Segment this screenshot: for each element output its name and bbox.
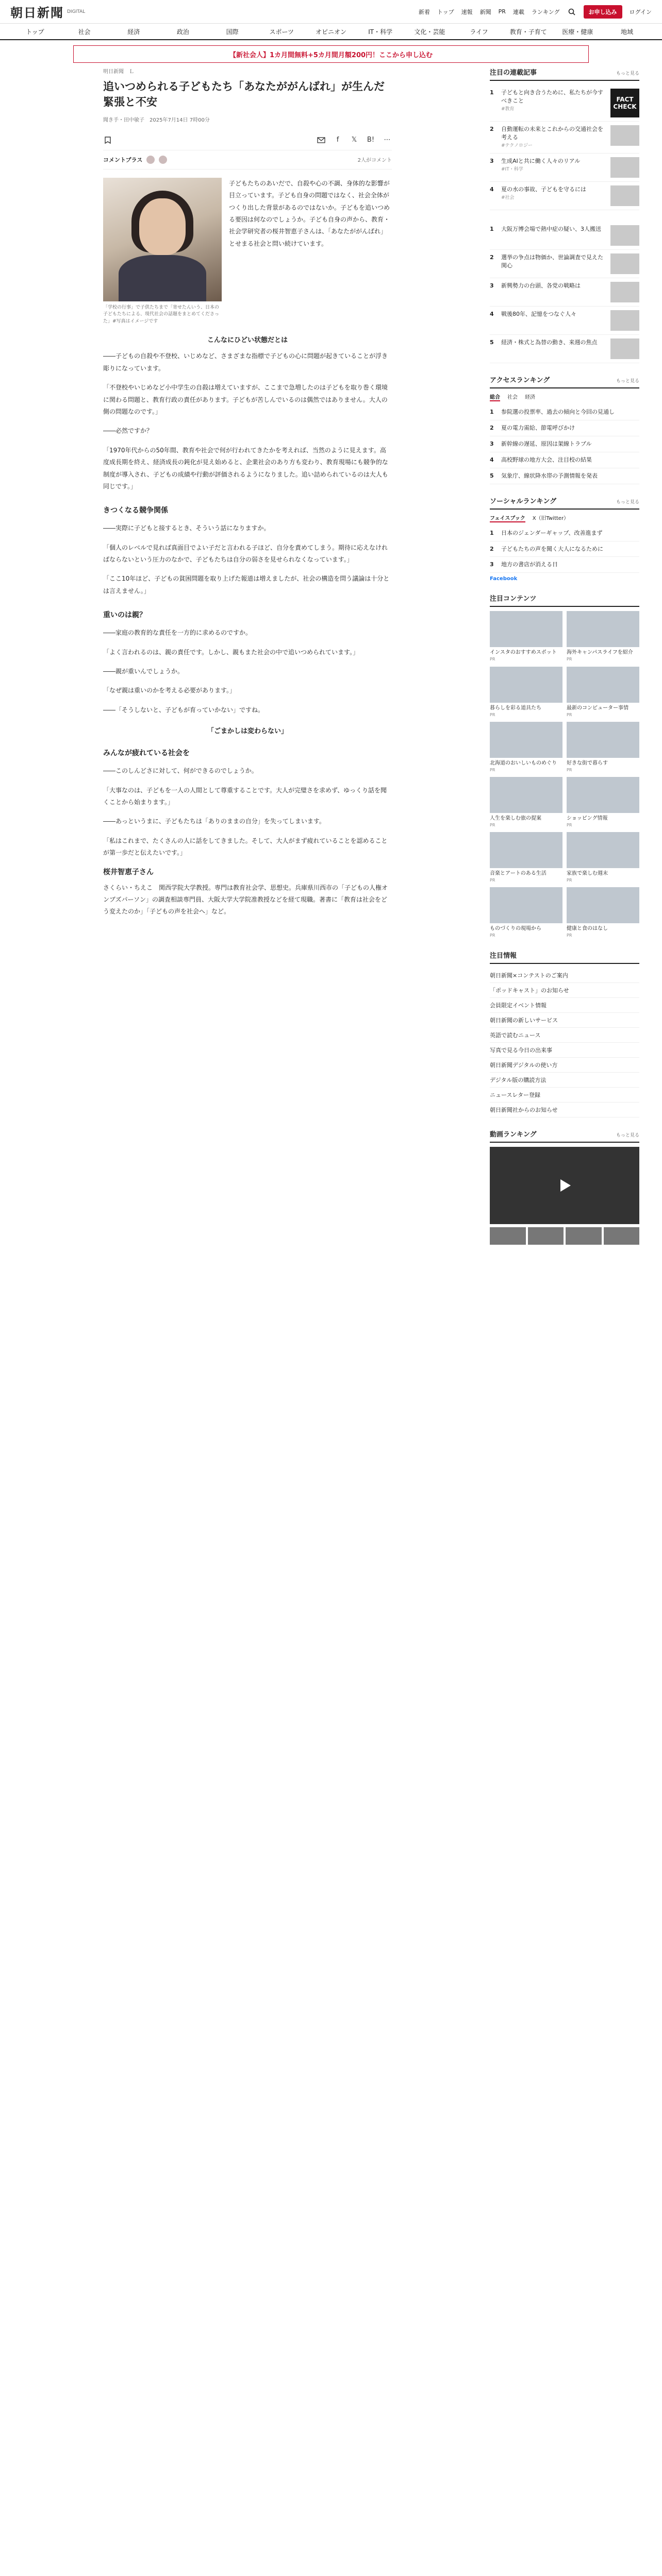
nav-item[interactable]: 政治	[176, 28, 189, 36]
sidebar-title: アクセスランキング	[490, 376, 550, 384]
item-title: 日本のジェンダーギャップ、改善進まず	[501, 529, 603, 536]
nav-item[interactable]: 社会	[78, 28, 91, 36]
section-heading: 重いのは親？	[103, 611, 146, 620]
paragraph: 「大事なのは、子どもを一人の人間として尊重することです。大人が完璧さを求めず、ゆっくり話を聞くことから始まります。」	[103, 786, 387, 806]
rank-number: 1	[490, 89, 494, 96]
card-source: PR	[490, 657, 495, 662]
site-logo[interactable]: 朝日新聞	[10, 5, 64, 20]
sidebar-title: 注目コンテンツ	[490, 595, 537, 603]
portrait-photo	[103, 178, 222, 301]
item-tag: #テクノロジー	[501, 143, 533, 148]
toplink-new[interactable]: 新着	[418, 8, 430, 15]
list-item[interactable]	[490, 307, 639, 335]
paragraph: ――実際に子どもと接するとき、そういう話になりますか。	[103, 524, 270, 532]
thumbnail	[610, 282, 639, 302]
logo-sub: DIGITAL	[67, 9, 86, 14]
paragraph: 「ここ10年ほど、子どもの貧困問題を取り上げた報道は増えましたが、社会の構造を問う議論は十分とは言えません。」	[103, 575, 390, 595]
card-title: 海外キャンパスライフを紹介	[567, 650, 633, 656]
content-card[interactable]	[490, 887, 562, 938]
item-title: 経済・株式と為替の動き、来週の焦点	[501, 338, 598, 346]
item-title: 高校野球の地方大会、注目校の結果	[501, 456, 592, 463]
rank-number: 4	[490, 310, 494, 317]
card-source: PR	[567, 767, 572, 772]
rank-number: 3	[490, 561, 494, 568]
login-link[interactable]: ログイン	[629, 8, 652, 15]
content-card[interactable]	[490, 832, 562, 883]
share-bar	[103, 130, 392, 150]
nav-item[interactable]: スポーツ	[269, 28, 294, 36]
article	[103, 67, 392, 925]
paragraph: 「よく言われるのは、親の責任です。しかし、親もまた社会の中で追いつめられています。」	[103, 648, 359, 656]
item-title: 子どもたちの声を聞く大人になるために	[501, 545, 603, 552]
toplink-breaking[interactable]: 速報	[461, 8, 473, 15]
section-heading: みんなが疲れている社会を	[103, 749, 190, 758]
content-card[interactable]	[567, 611, 639, 662]
content-card[interactable]	[567, 667, 639, 718]
item-title: 地方の書店が消える日	[501, 561, 558, 568]
hatena-icon[interactable]: B!	[367, 136, 375, 144]
pr-link[interactable]: 会員限定イベント情報	[490, 998, 639, 1013]
content-card[interactable]	[567, 832, 639, 883]
rank-number: 3	[490, 440, 494, 447]
toplink-top[interactable]: トップ	[437, 8, 454, 15]
card-title: 人生を楽しむ旅の提案	[490, 815, 541, 821]
item-title: 自動運転の未来とこれからの交通社会を考える	[501, 126, 603, 141]
main-nav	[0, 24, 662, 40]
content-card[interactable]	[567, 777, 639, 828]
section-heading: きつくなる競争関係	[103, 506, 168, 515]
list-item[interactable]	[490, 335, 639, 363]
nav-item[interactable]: トップ	[26, 28, 44, 36]
featured-series	[490, 67, 639, 210]
breadcrumb[interactable]: 明日新聞 Ｌ	[103, 69, 134, 75]
pr-link[interactable]: 朝日新聞デジタルの使い方	[490, 1058, 639, 1073]
list-item[interactable]	[490, 222, 639, 250]
card-title: 北海道のおいしいものめぐり	[490, 760, 557, 766]
list-item[interactable]	[490, 541, 639, 557]
avatar	[146, 156, 155, 164]
nav-item[interactable]: 地域	[621, 28, 634, 36]
lead-section	[103, 178, 392, 326]
sidebar-title: ソーシャルランキング	[490, 497, 557, 505]
card-source: PR	[567, 933, 572, 938]
item-title: 子どもと向き合うために、私たちが今すべきこと	[501, 89, 603, 104]
tab-facebook[interactable]: フェイスブック	[490, 514, 525, 522]
rank-number: 3	[490, 157, 494, 164]
pr-link[interactable]: ニュースレター登録	[490, 1088, 639, 1103]
more-link[interactable]: もっと見る	[616, 499, 639, 505]
pr-link[interactable]: 「ポッドキャスト」のお知らせ	[490, 983, 639, 998]
access-ranking	[490, 375, 639, 484]
pr-links	[490, 950, 639, 1117]
sidebar	[490, 67, 639, 1256]
top-bar	[0, 0, 662, 24]
paragraph: 「個人のレベルで見れば真面目でよい子だと言われる子ほど、自分を責めてしまう。期待に応えなければならないという圧力のなかで、子どもたちは自分の弱さを見せられなくなっています。」	[103, 544, 388, 564]
rank-number: 1	[490, 408, 494, 415]
video-thumbnails	[490, 1227, 639, 1245]
tab-x[interactable]: X（旧Twitter）	[532, 515, 569, 521]
list-item[interactable]	[490, 85, 639, 122]
profile-name: 桜井智恵子さん	[103, 868, 154, 876]
card-title: 音楽とアートのある生活	[490, 871, 547, 877]
rank-number: 4	[490, 456, 494, 463]
card-source: PR	[490, 878, 495, 883]
featured-contents	[490, 593, 639, 938]
video-ranking	[490, 1129, 639, 1245]
item-title: 気象庁、線状降水帯の予測情報を発表	[501, 472, 598, 479]
tab-society[interactable]: 社会	[507, 394, 518, 400]
item-title: 新興勢力の台頭、各党の戦略は	[501, 282, 581, 289]
nav-item[interactable]: オピニオン	[315, 28, 346, 36]
item-tag: #IT・科学	[501, 166, 523, 172]
social-ranking	[490, 496, 639, 582]
item-title: 選挙の争点は物価か、世論調査で見えた関心	[501, 253, 603, 269]
nav-item[interactable]: 文化・芸能	[414, 28, 445, 36]
item-title: 戦後80年、記憶をつなぐ人々	[501, 310, 576, 317]
list-item[interactable]	[490, 122, 639, 154]
pr-link[interactable]: 写真で見る今日の出来事	[490, 1043, 639, 1058]
pr-link[interactable]: 朝日新聞社からのお知らせ	[490, 1103, 639, 1117]
thumbnail	[610, 225, 639, 246]
news-list	[490, 222, 639, 363]
bookmark-icon[interactable]	[103, 135, 112, 145]
rank-number: 5	[490, 338, 494, 346]
item-title: 新幹線の遅延、原因は架線トラブル	[501, 440, 592, 447]
comment-plus-label: コメントプラス	[103, 156, 143, 163]
video-thumbnail[interactable]	[566, 1227, 602, 1245]
card-title: ものづくりの現場から	[490, 926, 541, 932]
social-tabs	[490, 514, 639, 522]
avatar	[159, 156, 167, 164]
thumbnail	[610, 125, 639, 146]
toplink-paper[interactable]: 新聞	[479, 8, 491, 15]
content-card[interactable]	[490, 722, 562, 773]
item-title: 夏の水の事故、子どもを守るには	[501, 185, 586, 193]
content-card[interactable]	[490, 777, 562, 828]
list-item[interactable]	[490, 420, 639, 436]
nav-item[interactable]: 医療・健康	[562, 28, 593, 36]
more-link[interactable]: もっと見る	[616, 1132, 639, 1138]
video-player[interactable]	[490, 1147, 639, 1224]
nav-item[interactable]: ライフ	[470, 28, 488, 36]
paragraph: 「不登校やいじめなど小中学生の自殺は増えていますが、ここまで急増したのは子どもを取り巻く環境に関わる問題と、教育行政の責任があります。子どもが苦しんでいるのは偶然ではありません。大人の側の問題なのです。」	[103, 384, 388, 415]
play-icon[interactable]	[560, 1179, 571, 1192]
card-source: PR	[567, 712, 572, 717]
paragraph: ――親が重いんでしょうか。	[103, 668, 184, 675]
toplink-ranking[interactable]: ランキング	[531, 8, 560, 15]
card-source: PR	[567, 657, 572, 662]
thumbnail	[610, 310, 639, 331]
paragraph: ――子どもの自殺や不登校、いじめなど、さまざまな指標で子どもの心に問題が起きていることが浮き彫りになっています。	[103, 352, 388, 372]
content-card[interactable]	[567, 722, 639, 773]
nav-item[interactable]: IT・科学	[368, 28, 393, 36]
rank-number: 3	[490, 282, 494, 289]
content-card[interactable]	[490, 667, 562, 718]
tab-economy[interactable]: 経済	[525, 394, 535, 400]
thumbnail	[610, 338, 639, 359]
byline: 聞き手・田中敏子 2025年7月14日 7時00分	[103, 117, 210, 123]
sub-heading: こんなにひどい状態だとは	[207, 336, 288, 345]
paragraph: 「なぜ親は重いのかを考える必要があります。」	[103, 687, 236, 694]
facebook-icon[interactable]: f	[336, 136, 339, 144]
rank-number: 2	[490, 126, 494, 132]
paragraph: 「私はこれまで、たくさんの人に話をしてきました。そして、大人がまず疲れていることを認めることが第一歩だと伝えたいです。」	[103, 837, 388, 857]
comment-plus-bar[interactable]	[103, 150, 392, 170]
list-item[interactable]	[490, 526, 639, 541]
sidebar-title: 動画ランキング	[490, 1130, 537, 1139]
card-title: 健康と食のはなし	[567, 926, 608, 932]
list-item[interactable]	[490, 452, 639, 468]
rank-number: 2	[490, 545, 494, 552]
card-source: PR	[490, 767, 495, 772]
paragraph: ――必然ですか？	[103, 427, 153, 435]
list-item[interactable]	[490, 182, 639, 210]
card-source: PR	[490, 933, 495, 938]
toplink-pr[interactable]: PR	[498, 8, 506, 15]
pr-link[interactable]: デジタル版の購読方法	[490, 1073, 639, 1088]
pr-link[interactable]: 朝日新聞の新しいサービス	[490, 1013, 639, 1028]
thumbnail	[610, 157, 639, 178]
more-icon[interactable]: ⋯	[384, 136, 391, 144]
thumbnail	[610, 185, 639, 206]
search-icon[interactable]	[567, 7, 576, 16]
content-card[interactable]	[490, 611, 562, 662]
profile-text: さくらい・ちえこ 関西学院大学教授。専門は教育社会学、思想史。兵庫県川西市の「子どもの人権オンブズパーソン」の調査相談専門員、大阪大学大学院准教授などを経て現職。著書に「教育は社会をどう変えたのか」「子どもの声を社会へ」など。	[103, 884, 388, 916]
card-source: PR	[567, 822, 572, 827]
more-link[interactable]: もっと見る	[616, 378, 639, 384]
rank-number: 4	[490, 185, 494, 193]
item-tag: #教育	[501, 106, 515, 112]
paragraph: ――このしんどさに対して、何ができるのでしょうか。	[103, 767, 258, 775]
top-links	[419, 5, 652, 19]
video-thumbnail[interactable]	[604, 1227, 640, 1245]
lead-text: 子どもたちのあいだで、自殺や心の不調、身体的な影響が目立っています。子ども自身の問題ではなく、社会全体がつくり出した背景があるのではないか。子どもを追いつめる要因は何なのでしょうか。子ども自身の声から、教育・社会学研究者の桜井智恵子さんは、「あなたががんばれ」とせまる社会と問い続けています。	[229, 179, 390, 247]
nav-item[interactable]: 教育・子育て	[509, 28, 547, 36]
list-item[interactable]	[490, 278, 639, 307]
ranking-tabs	[490, 393, 639, 401]
fact-check-badge: FACT CHECK	[610, 89, 639, 117]
card-title: 最新のコンピューター事情	[567, 705, 628, 711]
item-title: 大阪万博会場で熱中症の疑い、3人搬送	[501, 225, 601, 232]
list-item[interactable]	[490, 404, 639, 420]
list-item[interactable]	[490, 436, 639, 452]
thumbnail	[610, 253, 639, 274]
item-title: 参院選の投票率、過去の傾向と今回の見通し	[501, 408, 615, 415]
sidebar-title: 注目情報	[490, 952, 517, 960]
card-source: PR	[567, 878, 572, 883]
list-item[interactable]	[490, 154, 639, 182]
paragraph: ――家庭の教育的な責任を一方的に求めるのですか。	[103, 629, 252, 637]
card-title: 好きな街で暮らす	[567, 760, 608, 766]
nav-item[interactable]: 経済	[127, 28, 140, 36]
list-item[interactable]	[490, 557, 639, 573]
item-title: 夏の電力需給、節電呼びかけ	[501, 424, 575, 431]
nav-item[interactable]: 国際	[226, 28, 239, 36]
pr-link[interactable]: 英語で読むニュース	[490, 1028, 639, 1043]
card-title: インスタのおすすめスポット	[490, 650, 557, 656]
photo-caption: 「学校の行事」で子供たちまで「寄せたんいう、日本の子どもたちによる、現代社会の話題をまとめてくださった」#写真はイメージです	[103, 304, 220, 324]
rank-number: 2	[490, 424, 494, 431]
card-title: 暮らしを彩る道具たち	[490, 705, 541, 711]
list-item[interactable]	[490, 468, 639, 484]
content-card[interactable]	[567, 887, 639, 938]
item-title: 生成AIと共に働く人々のリアル	[501, 157, 581, 164]
item-tag: #社会	[501, 195, 515, 200]
card-title: ショッピング情報	[567, 815, 608, 821]
facebook-follow[interactable]: Facebook	[490, 576, 518, 582]
card-title: 家族で楽しむ週末	[567, 871, 608, 877]
toplink-series[interactable]: 連載	[512, 8, 524, 15]
tab-total[interactable]: 総合	[490, 393, 500, 401]
mail-icon[interactable]	[317, 135, 326, 145]
comment-count: 2人がコメント	[357, 158, 392, 164]
subscribe-button[interactable]: お申し込み	[584, 5, 622, 19]
list-item[interactable]	[490, 250, 639, 278]
more-link[interactable]: もっと見る	[616, 71, 639, 76]
promo-banner[interactable]: 【新社会人】1カ月間無料+5カ月間月額200円！ここから申し込む	[73, 45, 589, 63]
paragraph: ――あっというまに、子どもたちは「ありのままの自分」を失ってしまいます。	[103, 818, 325, 825]
video-thumbnail[interactable]	[528, 1227, 564, 1245]
article-body	[103, 334, 392, 918]
video-thumbnail[interactable]	[490, 1227, 526, 1245]
paragraph: 「1970年代からの50年間、教育や社会で何が行われてきたかを考えれば、当然のように見えます。高度成長期を終え、経済成長の鈍化が見え始めると、企業社会のあり方も変わり、教育現場にも競争的な制度が導入され、子どもの成績や行動が評価されるようになりました。追い詰められているのは大人も同じです。」	[103, 446, 388, 490]
profile	[103, 867, 392, 918]
sidebar-title: 注目の連載記事	[490, 69, 537, 77]
rank-number: 1	[490, 225, 494, 232]
card-source: PR	[490, 822, 495, 827]
pr-link[interactable]: 朝日新聞×コンテストのご案内	[490, 968, 639, 983]
x-icon[interactable]: 𝕏	[351, 136, 357, 144]
paragraph: ――「そうしないと、子どもが育っていかない」ですね。	[103, 706, 264, 714]
rank-number: 5	[490, 472, 494, 479]
card-source: PR	[490, 712, 495, 717]
rank-number: 1	[490, 529, 494, 536]
rank-number: 2	[490, 253, 494, 261]
sub-heading: 「ごまかしは変わらない」	[207, 727, 288, 736]
article-title: 追いつめられる子どもたち「あなたががんばれ」が生んだ緊張と不安	[103, 80, 385, 109]
